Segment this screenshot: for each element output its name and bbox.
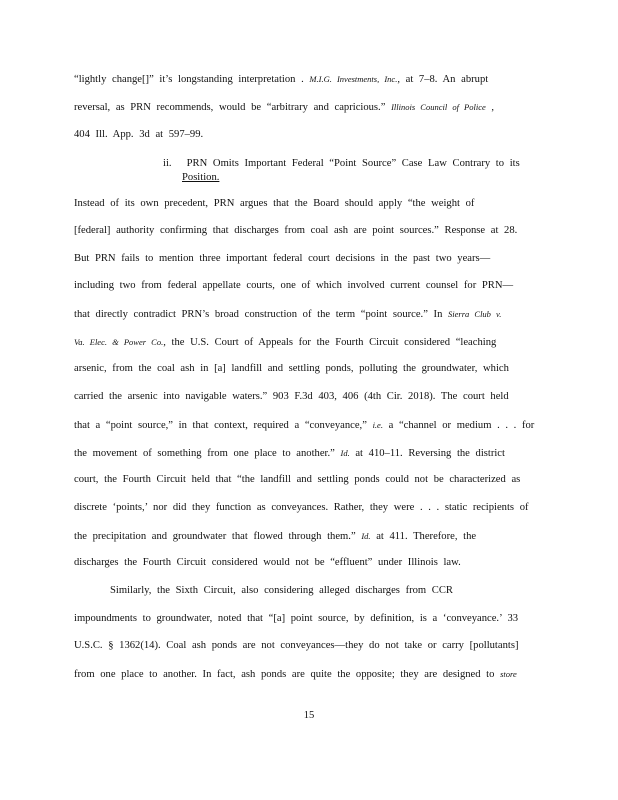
- page-number: 15: [303, 710, 315, 721]
- body-line: the movement of something from one place to another.” Id. at 410–11. Reversing the district: [74, 448, 505, 459]
- body-line: U.S.C. § 1362(14). Coal ash ponds are not conveyances—they do not take or carry [pollutants]: [74, 640, 519, 651]
- body-line: including two from federal appellate courts, one of which involved current counsel for PRN—: [74, 280, 514, 291]
- section-heading-continued: Position.: [182, 172, 220, 183]
- body-line: Va. Elec. & Power Co., the U.S. Court of Appeals for the Fourth Circuit considered “leaching: [74, 337, 497, 348]
- body-line: But PRN fails to mention three important federal court decisions in the past two years—: [74, 253, 491, 264]
- body-line: discharges the Fourth Circuit considered would not be “effluent” under Illinois law.: [74, 557, 461, 568]
- body-line: “lightly change[]” it’s longstanding interpretation . M.I.G. Investments, Inc., at 7–8. An abrupt: [74, 74, 489, 85]
- body-line: carried the arsenic into navigable waters.” 903 F.3d 403, 406 (4th Cir. 2018). The court held: [74, 391, 509, 402]
- body-line: [federal] authority confirming that discharges from coal ash are point sources.” Response at 28.: [74, 225, 518, 236]
- body-line-indented: Similarly, the Sixth Circuit, also considering alleged discharges from CCR: [110, 585, 454, 596]
- heading-text: PRN Omits Important Federal “Point Source” Case Law Contrary to its: [186, 158, 520, 169]
- body-line: that a “point source,” in that context, required a “conveyance,” i.e. a “channel or medium . . . for: [74, 420, 535, 431]
- body-line: from one place to another. In fact, ash ponds are quite the opposite; they are designed to store: [74, 669, 517, 680]
- section-heading: [163, 157, 520, 171]
- body-line: discrete ‘points,’ nor did they function as conveyances. Rather, they were . . . static recipients of: [74, 502, 529, 513]
- body-line: Instead of its own precedent, PRN argues that the Board should apply “the weight of: [74, 198, 475, 209]
- body-line: court, the Fourth Circuit held that “the landfill and settling ponds could not be characterized as: [74, 474, 521, 485]
- body-line: arsenic, from the coal ash in [a] landfill and settling ponds, polluting the groundwater, which: [74, 363, 509, 374]
- body-line: reversal, as PRN recommends, would be “arbitrary and capricious.” Illinois Council of Police ,: [74, 102, 495, 113]
- body-line: impoundments to groundwater, noted that “[a] point source, by definition, is a ‘conveyance.’ 33: [74, 613, 519, 624]
- body-line: that directly contradict PRN’s broad construction of the term “point source.” In Sierra Club v.: [74, 309, 502, 320]
- body-line: the precipitation and groundwater that flowed through them.” Id. at 411. Therefore, the: [74, 531, 477, 542]
- body-line: 404 Ill. App. 3d at 597–99.: [74, 129, 204, 140]
- heading-number: ii.: [163, 158, 172, 169]
